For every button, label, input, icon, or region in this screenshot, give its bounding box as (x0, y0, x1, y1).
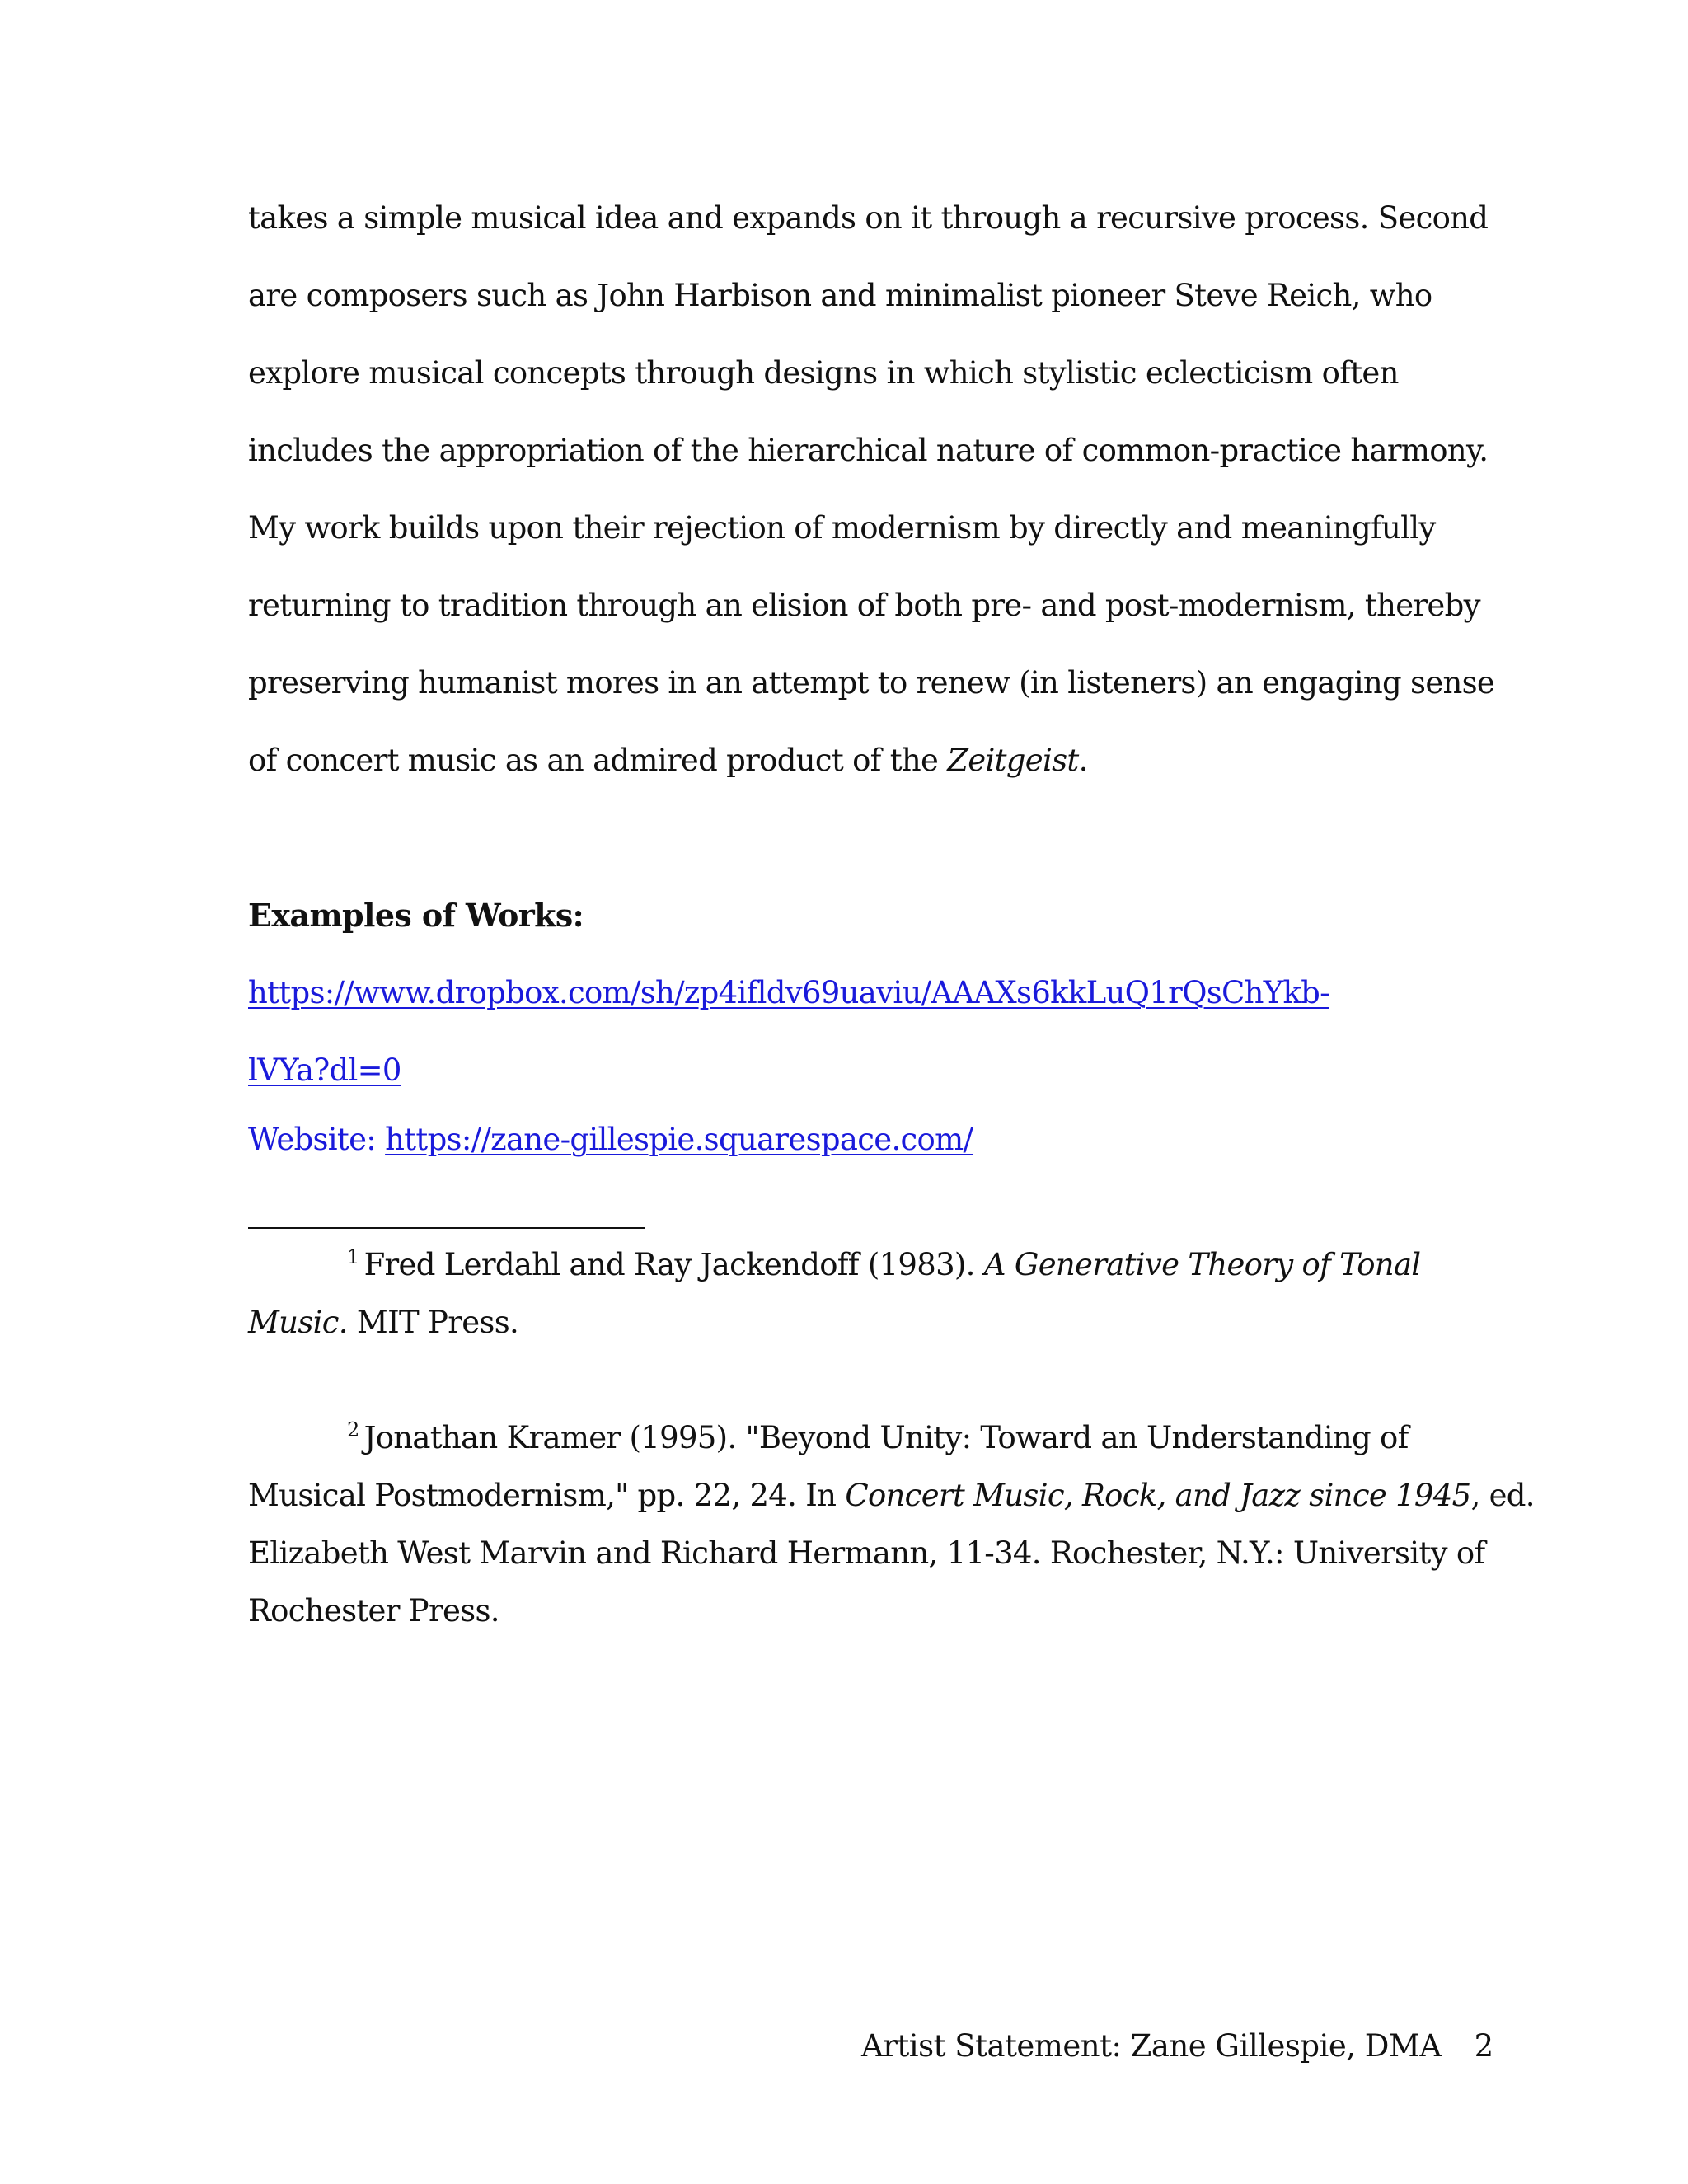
body-line-2: are composers such as John Harbison and minimalist pioneer Steve Reich, who (248, 278, 1432, 313)
footnote-separator (248, 1227, 645, 1229)
footnote-2-line-2 (248, 1477, 1535, 1515)
footnote-2-number: 2 (347, 1418, 359, 1441)
body-line-5: My work builds upon their rejection of modernism by directly and meaningfully (248, 510, 1436, 546)
footnote-1-title-b: Music. (248, 1305, 348, 1340)
website-label: Website: (248, 1122, 386, 1157)
footnote-1-line-2 (248, 1304, 518, 1342)
body-line-6: returning to tradition through an elision of both pre- and post-modernism, thereby (248, 588, 1480, 623)
body-line-8-period: . (1078, 743, 1088, 778)
body-line-8-text: of concert music as an admired product of the (248, 743, 948, 778)
body-line-7: preserving humanist mores in an attempt to renew (in listeners) an engaging sense (248, 665, 1495, 701)
body-line-4: includes the appropriation of the hierarchical nature of common-practice harmony. (248, 433, 1489, 468)
footnote-2-line-1 (347, 1419, 1409, 1457)
footnote-1-publisher: MIT Press. (347, 1305, 519, 1340)
body-line-8 (248, 742, 1088, 780)
footnote-1-text: Fred Lerdahl and Ray Jackendoff (1983). (363, 1247, 984, 1282)
footnote-2-text-b: Musical Postmodernism," pp. 22, 24. In (248, 1478, 846, 1513)
footnote-2-text-c: , ed. (1470, 1478, 1535, 1513)
footnote-2-line-4: Rochester Press. (248, 1593, 499, 1629)
zeitgeist-italic: Zeitgeist (947, 743, 1079, 778)
website-line (248, 1121, 973, 1159)
dropbox-link-line-2[interactable] (248, 1052, 401, 1090)
examples-heading: Examples of Works: (248, 897, 584, 934)
body-line-3: explore musical concepts through designs in which stylistic eclecticism often (248, 355, 1399, 391)
footnote-1-line-1 (347, 1246, 1420, 1284)
website-link[interactable]: https://zane-gillespie.squarespace.com/ (385, 1122, 973, 1157)
running-head: Artist Statement: Zane Gillespie, DMA (861, 2028, 1442, 2064)
page-footer (861, 2027, 1493, 2065)
dropbox-link-part-2[interactable]: lVYa?dl=0 (248, 1052, 401, 1088)
dropbox-link-part-1[interactable]: https://www.dropbox.com/sh/zp4ifldv69uaviu/AAAXs6kkLuQ1rQsChYkb- (248, 975, 1329, 1010)
footnote-2-text-a: Jonathan Kramer (1995). "Beyond Unity: Toward an Understanding of (363, 1420, 1409, 1455)
dropbox-link-line-1[interactable] (248, 974, 1329, 1012)
footnote-1-title-a: A Generative Theory of Tonal (983, 1247, 1421, 1282)
footnote-1-number: 1 (347, 1245, 359, 1268)
footnote-2-title: Concert Music, Rock, and Jazz since 1945 (845, 1478, 1471, 1513)
body-line-1: takes a simple musical idea and expands on it through a recursive process. Second (248, 200, 1489, 236)
footnote-2-line-3: Elizabeth West Marvin and Richard Hermann, 11-34. Rochester, N.Y.: University of (248, 1535, 1485, 1571)
page-number: 2 (1474, 2028, 1493, 2064)
